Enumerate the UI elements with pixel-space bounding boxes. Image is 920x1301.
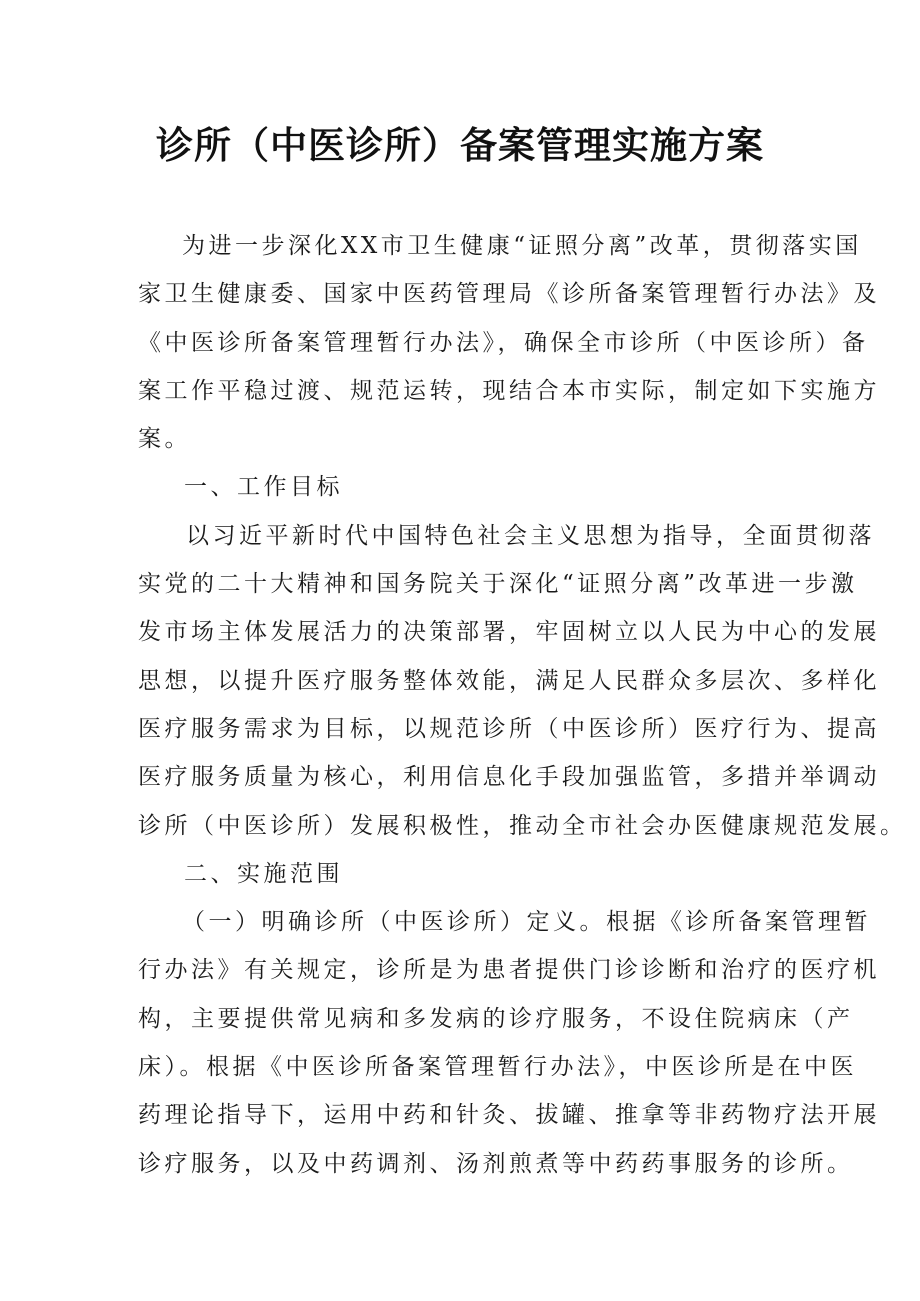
text-line: 医疗服务质量为核心，利用信息化手段加强监管，多措并举调动 — [138, 764, 880, 791]
text-line: 案。 — [138, 426, 191, 453]
text-line: 行办法》有关规定，诊所是为患者提供门诊诊断和治疗的医疗机 — [138, 957, 880, 984]
text-line: 诊所（中医诊所）发展积极性，推动全市社会办医健康规范发展。 — [138, 812, 907, 839]
section-heading: 二、实施范围 — [184, 860, 343, 887]
text-line: 发市场主体发展活力的决策部署，牢固树立以人民为中心的发展 — [138, 619, 880, 646]
text-line: 思想，以提升医疗服务整体效能，满足人民群众多层次、多样化 — [138, 667, 880, 694]
text-line: （一）明确诊所（中医诊所）定义。根据《诊所备案管理暂 — [182, 909, 871, 936]
document-title: 诊所（中医诊所）备案管理实施方案 — [156, 124, 764, 167]
text-line: 《中医诊所备案管理暂行办法》，确保全市诊所（中医诊所）备 — [138, 329, 869, 356]
paragraph-scope — [138, 898, 880, 1188]
text-line: 医疗服务需求为目标，以规范诊所（中医诊所）医疗行为、提高 — [138, 715, 880, 742]
paragraph-goals — [138, 512, 907, 850]
text-line: 诊疗服务，以及中药调剂、汤剂煎煮等中药药事服务的诊所。 — [138, 1150, 854, 1177]
section-heading: 一、工作目标 — [184, 474, 343, 501]
document-body — [138, 222, 907, 1188]
text-line: 床）。根据《中医诊所备案管理暂行办法》，中医诊所是在中医 — [138, 1054, 857, 1081]
text-line: 构，主要提供常见病和多发病的诊疗服务，不设住院病床（产 — [138, 1005, 854, 1032]
paragraph-intro — [138, 222, 880, 463]
section-heading-goals — [138, 463, 786, 511]
text-line: 案工作平稳过渡、规范运转，现结合本市实际，制定如下实施方 — [138, 377, 880, 404]
section-heading-scope — [138, 850, 786, 898]
text-line: 为进一步深化XX市卫生健康“证照分离”改革，贯彻落实国 — [182, 233, 862, 259]
text-line: 家卫生健康委、国家中医药管理局《诊所备案管理暂行办法》及 — [138, 281, 880, 308]
text-line: 实党的二十大精神和国务院关于深化“证照分离”改革进一步激 — [138, 571, 858, 598]
text-line: 以习近平新时代中国特色社会主义思想为指导，全面贯彻落 — [186, 522, 875, 549]
text-line: 药理论指导下，运用中药和针灸、拔罐、推拿等非药物疗法开展 — [138, 1102, 880, 1129]
